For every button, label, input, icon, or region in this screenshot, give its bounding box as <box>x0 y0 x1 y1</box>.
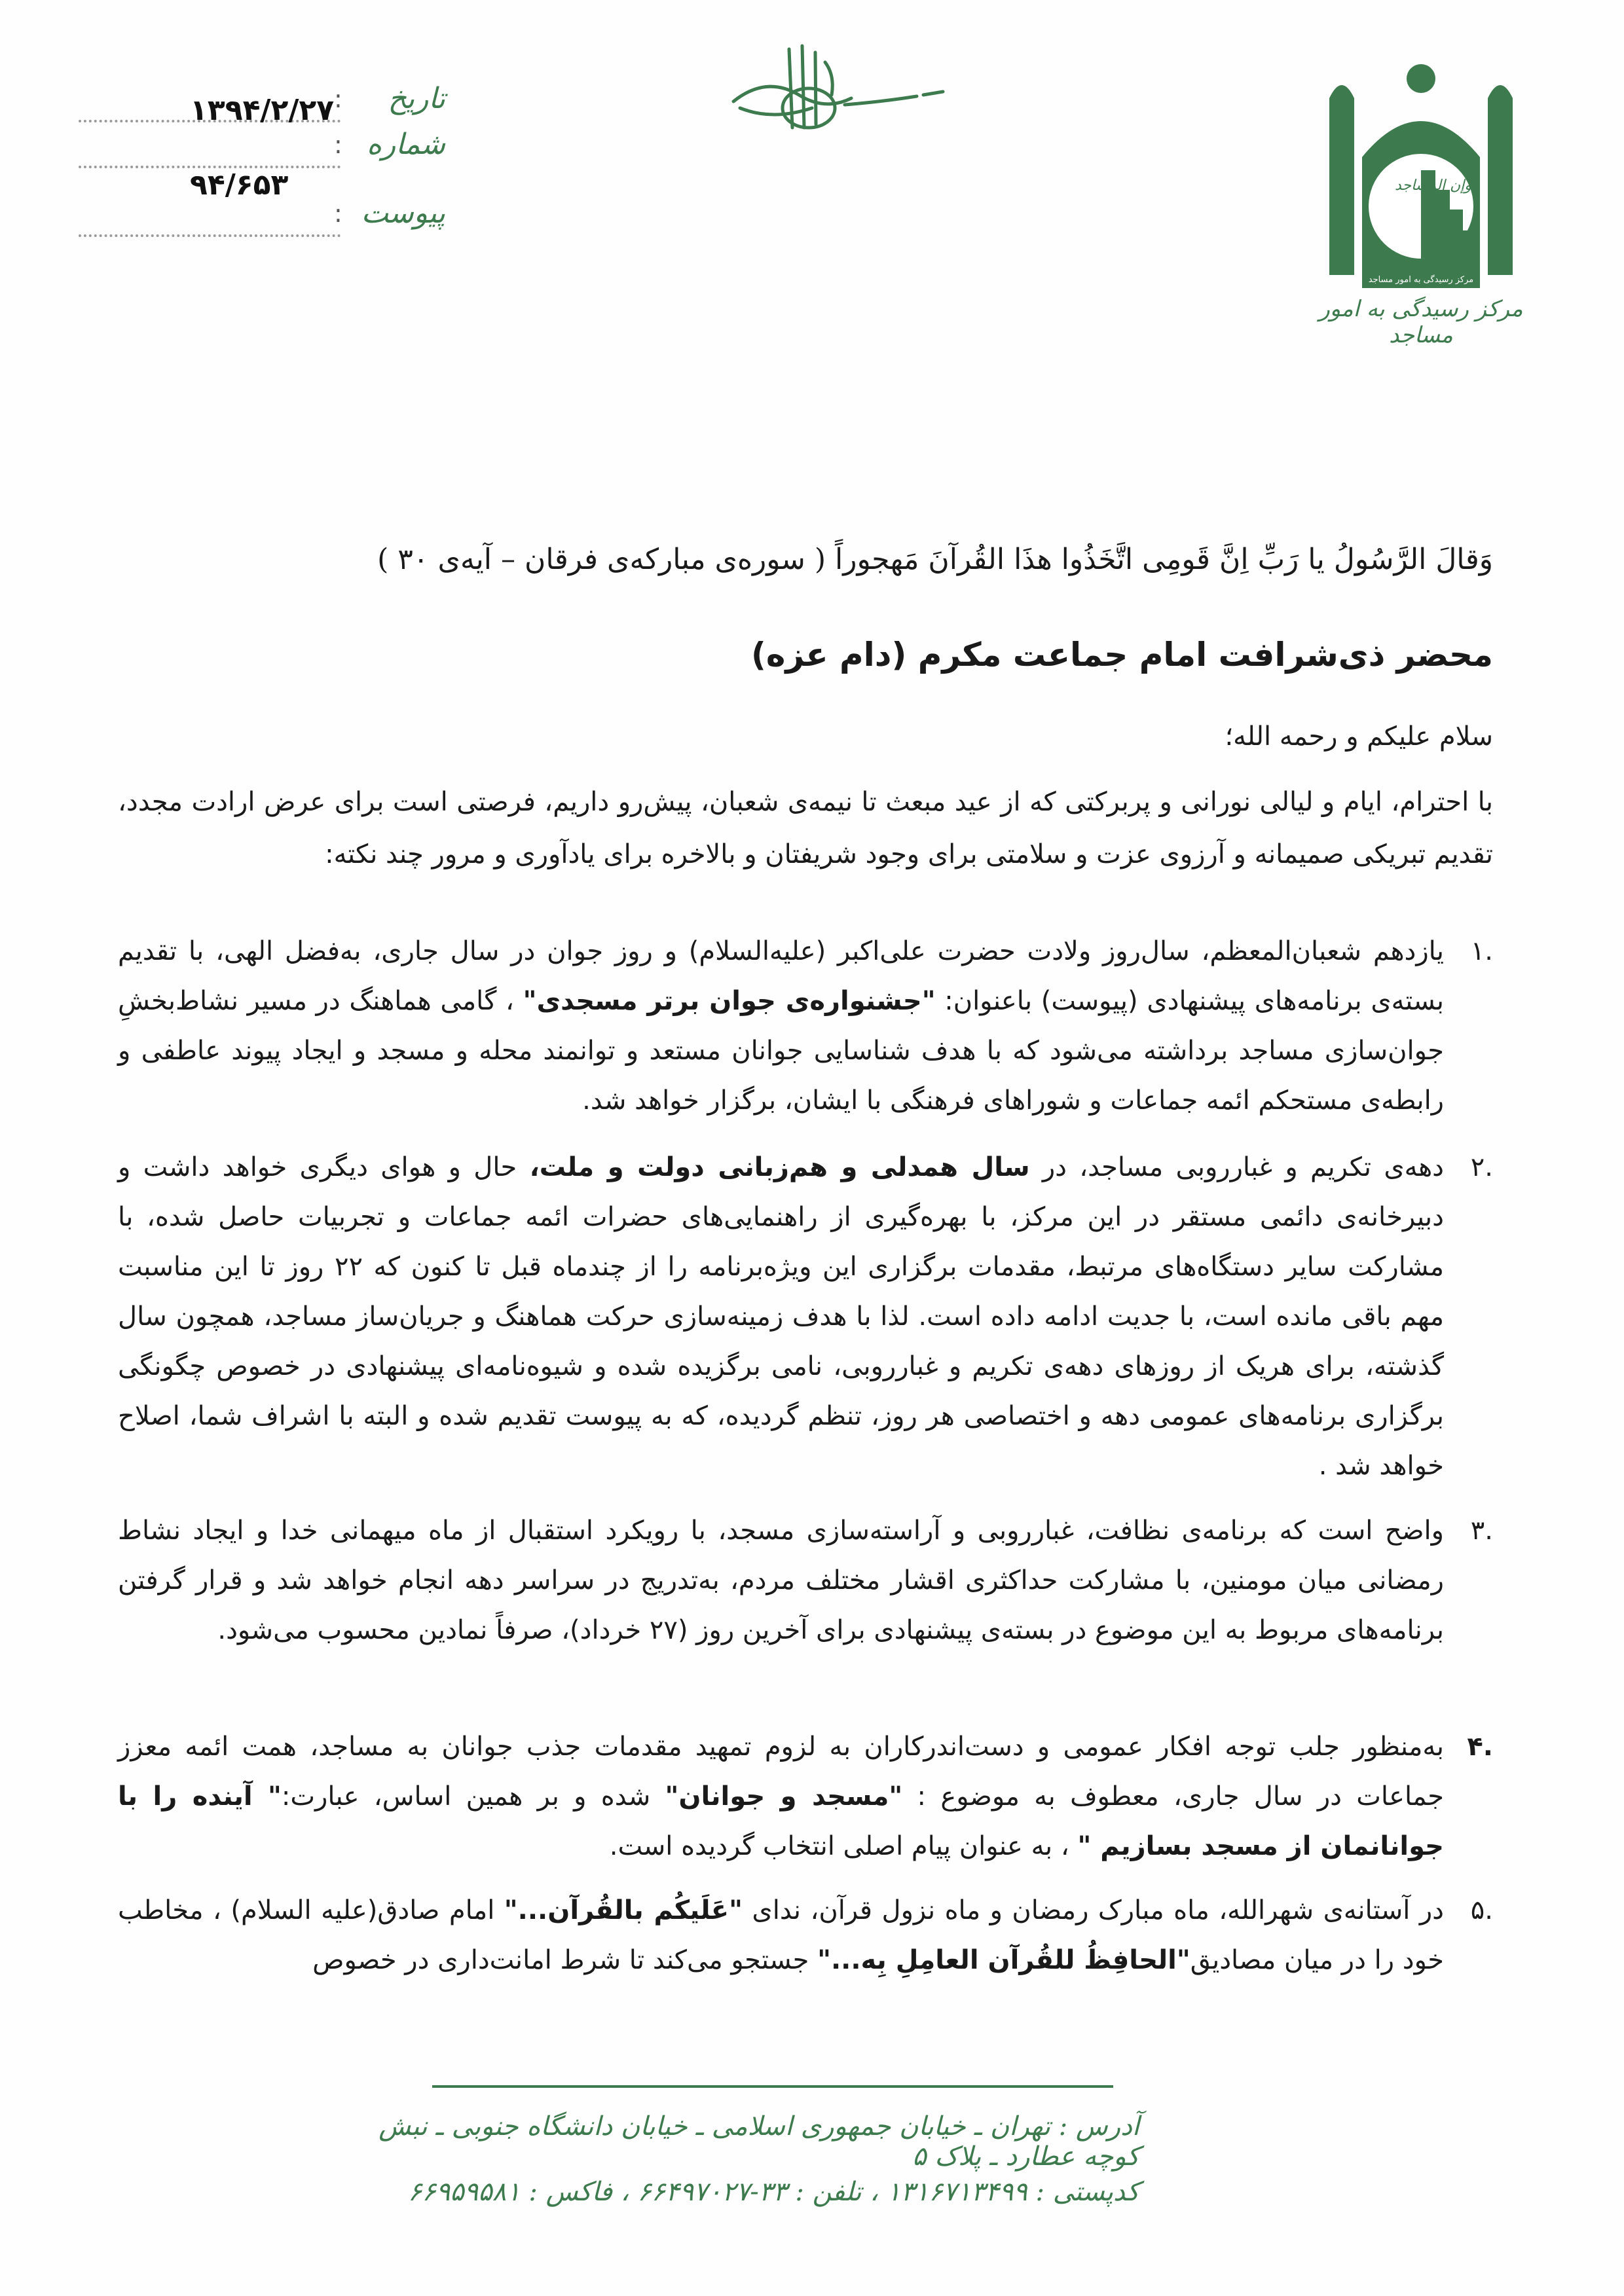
footer-contacts: کدپستی : ۱۳۱۶۷۱۳۴۹۹ ، تلفن : ۳۳-۶۶۴۹۷۰۲۷ ، فاکس : ۶۶۹۵۹۵۸۱ <box>407 2177 1139 2207</box>
list-item-4 <box>118 1722 1493 1871</box>
attachment-row <box>79 196 445 242</box>
date-value: ۱۳۹۴/۲/۲۷ <box>190 94 335 127</box>
item-number: .۴ <box>1467 1732 1493 1762</box>
item-number: .۲ <box>1470 1152 1493 1182</box>
list-item-5 <box>118 1886 1493 1985</box>
logo-inner-caption: مرکز رسیدگی به امور مساجد <box>1368 275 1474 285</box>
svg-text:وإن المساجد: وإن المساجد <box>1395 177 1471 194</box>
quran-verse: وَقالَ الرَّسُولُ یا رَبِّ اِنَّ قَومِی اتَّخَذُوا هذَا القُرآنَ مَهجوراً ( سوره‌ی مبارکه‌ی فرقان – آیه‌ی ۳۰ ) <box>377 543 1493 576</box>
list-item-2 <box>118 1142 1493 1491</box>
attachment-label: پیوست <box>361 196 445 230</box>
footer-address: آدرس : تهران ـ خیابان جمهوری اسلامی ـ خیابان دانشگاه جنوبی ـ نبش کوچه عطارد ـ پلاک ۵ <box>378 2111 1139 2172</box>
number-colon: : <box>334 130 342 159</box>
calligraphic-seal-icon <box>727 36 963 154</box>
item-text: در آستانه‌ی شهرالله، ماه مبارک رمضان و ماه نزول قرآن، ندای "عَلَیکُم بالقُرآن..." امام صادق(علیه السلام) ، مخاطب خود را در میان مصادیق"الحافِظُ للقُرآن العامِلِ بِه..." جستجو می‌کند تا شرط امانت‌داری در خصوص <box>118 1895 1444 1975</box>
greeting: سلام علیکم و رحمه الله؛ <box>1225 721 1493 752</box>
organization-logo <box>1319 59 1523 348</box>
item-text: دهه‌ی تکریم و غبارروبی مساجد، در سال همدلی و هم‌زبانی دولت و ملت، حال و هوای دیگری خواهد داشت و دبیرخانه‌ی دائمی مستقر در این مرکز، با بهره‌گیری از راهنمایی‌های حضرات ائمه جماعات و تجربیات حاصل شده، با مشارکت سایر دستگاه‌های مرتبط، مقدمات برگزاری این ویژه‌برنامه را از چندماه قبل تا کنون که ۲۲ روز تا این مناسبت مهم باقی مانده است، با جدیت ادامه داده است. لذا با هدف زمینه‌سازی حرکت هماهنگ و جریان‌ساز مساجد، همچون سال گذشته، برای هریک از روزهای دهه‌ی تکریم و غبارروبی، نامی برگزیده شده و شیوه‌نامه‌ای پیشنهادی در خصوص چگونگی برگزاری برنامه‌های عمومی دهه و اختصاصی هر روز، تنظم گردیده، که به پیوست تقدیم شده و البته با اشراف شما، اصلاح خواهد شد . <box>118 1152 1444 1481</box>
item-number: .۱ <box>1470 936 1493 966</box>
item-number: .۳ <box>1470 1516 1493 1546</box>
number-value: ۹۴/۶۵۳ <box>190 168 289 202</box>
date-label: تاریخ <box>388 82 445 115</box>
list-item-3 <box>118 1506 1493 1655</box>
attachment-dotted-line <box>79 234 341 237</box>
footer-divider <box>432 2085 1113 2088</box>
logo-caption: مرکز رسیدگی به امور مساجد <box>1319 296 1523 348</box>
list-item-1 <box>118 926 1493 1125</box>
intro-paragraph: با احترام، ایام و لیالی نورانی و پربرکتی که از عید مبعث تا نیمه‌ی شعبان، پیش‌رو داریم، فرصتی است برای عرض ارادت مجدد، تقدیم تبریکی صمیمانه و آرزوی عزت و سلامتی برای وجود شریفتان و بالاخره برای یادآوری و مرور چند نکته: <box>118 787 1493 869</box>
number-label: شماره <box>366 128 445 161</box>
calligraphic-emblem <box>727 36 963 154</box>
item-text: واضح است که برنامه‌ی نظافت، غبارروبی و آراسته‌سازی مسجد، با رویکرد استقبال از ماه میهمانی خدا و ایجاد نشاط رمضانی میان مومنین، با مشارکت حداکثری اقشار مختلف مردم، به‌تدریج در سراسر دهه انجام خواهد شد و قرار گرفتن برنامه‌های مربوط به این موضوع در بسته‌ی پیشنهادی برای آخرین روز (۲۷ خرداد)، صرفاً نمادین محسوب می‌شود. <box>118 1516 1444 1645</box>
item-text: یازدهم شعبان‌المعظم، سال‌روز ولادت حضرت علی‌اکبر (علیه‌السلام) و روز جوان در سال جاری، به‌فضل الهی، با تقدیم بسته‌ی برنامه‌های پیشنهادی (پیوست) باعنوان: "جشنواره‌ی جوان برتر مسجدی" ، گامی هماهنگ در مسیر نشاط‌بخشِ جوان‌سازی مساجد برداشته می‌شود که با هدف شناسایی جوانان مستعد و توانمند محله و مسجد و ایجاد پیوند عاطفی و رابطه‌ی مستحکم ائمه جماعات و شوراهای فرهنگی با ایشان، برگزار خواهد شد. <box>118 936 1444 1116</box>
item-text: به‌منظور جلب توجه افکار عمومی و دست‌اندرکاران به لزوم تمهید مقدمات جذب جوانان به مساجد، همت ائمه معزز جماعات در سال جاری، معطوف به موضوع : "مسجد و جوانان" شده و بر همین اساس، عبارت:" آینده را با جوانانمان از مسجد بسازیم " ، به عنوان پیام اصلی انتخاب گردیده است. <box>118 1732 1444 1861</box>
attachment-colon: : <box>334 199 342 228</box>
date-colon: : <box>334 84 342 113</box>
addressee-heading: محضر ذی‌شرافت امام جماعت مکرم (دام عزه) <box>750 636 1493 674</box>
item-number: .۵ <box>1470 1895 1493 1925</box>
